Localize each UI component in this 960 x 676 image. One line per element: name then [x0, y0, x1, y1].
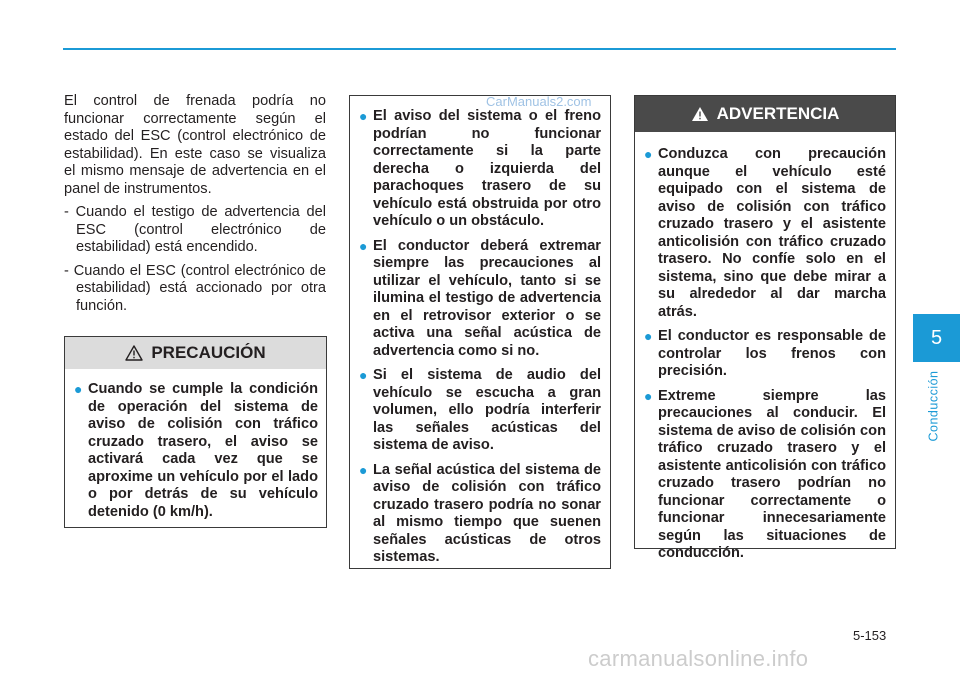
- warning-triangle-icon: [691, 106, 709, 122]
- advertencia-title: ADVERTENCIA: [716, 104, 840, 123]
- list-item: ● El conductor deberá extremar siempre las precauciones al utilizar el vehículo, tanto si se ilumina el testigo de advertencia en el retrovisor exterior o se activa una señal acústica de advertencia como si no.: [359, 237, 601, 359]
- precaucion-title: PRECAUCIÓN: [151, 343, 266, 362]
- list-item: ● Extreme siempre las precauciones al conducir. El sistema de aviso de colisión con tráfico cruzado trasero y el asistente anticolisión con tráfico cruzado trasero podrían no funcionar correctamente o funcionar innecesariamente según las situaciones de conducción.: [644, 387, 886, 561]
- intro-item: - Cuando el ESC (control electrónico de estabilidad) está accionado por otra función.: [64, 262, 326, 314]
- list-item: ● El conductor es responsable de controlar los frenos con precisión.: [644, 328, 886, 379]
- list-item: ● Conduzca con precaución aunque el vehículo esté equipado con el sistema de aviso de colisión con tráfico cruzado trasero y el asistente anticolisión con tráfico cruzado trasero. No confíe solo en el sistema, sino que debe mirar a su alrededor al dar marcha atrás.: [644, 146, 886, 320]
- bullet-icon: ●: [359, 108, 368, 124]
- top-rule: [63, 48, 896, 50]
- intro-item: - Cuando el testigo de advertencia del ESC (control electrónico de estabilidad) está encendido.: [64, 204, 326, 255]
- warning-continuation-box: [349, 95, 611, 569]
- list-item: ● Cuando se cumple la condición de operación del sistema de aviso de colisión con tráfico cruzado trasero, el aviso se activará cada vez que se aproxime un vehículo por el lado o por detrás de su vehículo detenido (0 km/h).: [74, 381, 318, 520]
- advertencia-box: [634, 95, 896, 561]
- list-item: ● Si el sistema de audio del vehículo se escucha a gran volumen, ello podría interferir las señales acústicas del sistema de aviso.: [359, 367, 601, 453]
- advertencia-header: [635, 96, 895, 132]
- bullet-icon: ●: [359, 461, 368, 478]
- bullet-icon: ●: [644, 387, 653, 404]
- chapter-label: Conducción: [926, 370, 941, 442]
- watermark-link[interactable]: CarManuals2.com: [486, 94, 592, 109]
- bullet-icon: ●: [359, 367, 368, 383]
- chapter-tab: 5: [913, 314, 960, 362]
- footer-watermark: carmanualsonline.info: [588, 646, 809, 671]
- bullet-icon: ●: [644, 146, 653, 162]
- warning-triangle-icon: [125, 345, 143, 361]
- page-number: 5-153: [853, 628, 887, 643]
- precaucion-header: [65, 337, 326, 369]
- list-item: ● El aviso del sistema o el freno podrían no funcionar correctamente si la parte derecha o izquierda del parachoques trasero de su vehículo está obstruida por otro vehículo o un obstáculo.: [359, 108, 601, 229]
- bullet-icon: ●: [644, 328, 653, 344]
- bullet-icon: ●: [74, 381, 83, 397]
- bullet-icon: ●: [359, 237, 368, 254]
- intro-paragraph: El control de frenada podría no funcionar correctamente según el estado del ESC (control electrónico de estabilidad). En este caso se visualiza el mismo mensaje de advertencia en el panel de instrumentos.: [64, 93, 326, 197]
- intro-column: [64, 93, 326, 321]
- list-item: ● La señal acústica del sistema de aviso de colisión con tráfico cruzado trasero podría no sonar al mismo tiempo que suenen señales acústicas de otros sistemas.: [359, 461, 601, 565]
- precaucion-box: [64, 336, 327, 528]
